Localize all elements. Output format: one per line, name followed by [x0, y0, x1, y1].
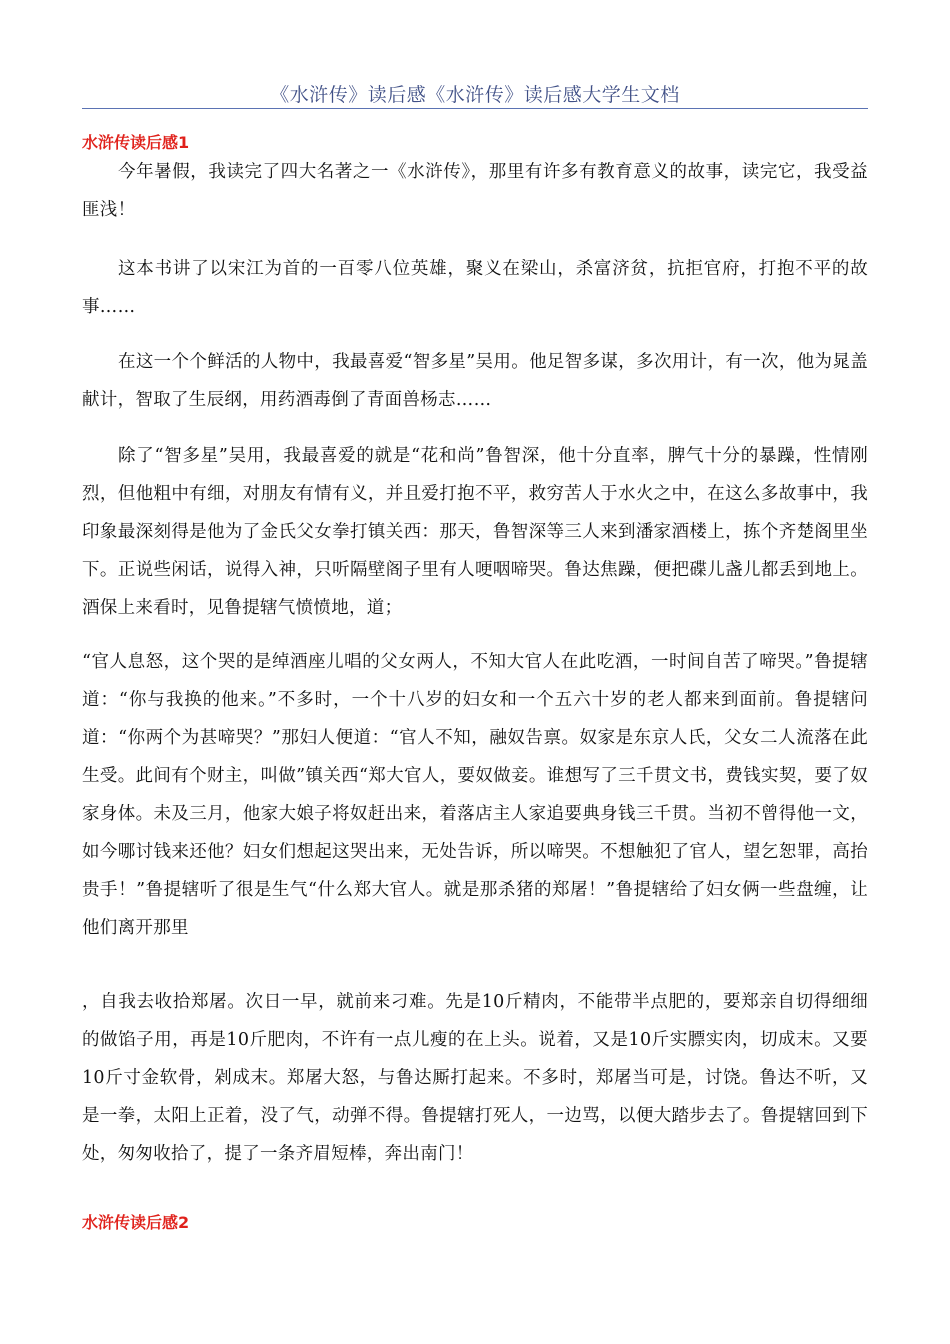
paragraph-4: 除了“智多星”吴用，我最喜爱的就是“花和尚”鲁智深，他十分直率，脾气十分的暴躁，性情刚烈，但他粗中有细，对朋友有情有义，并且爱打抱不平，救穷苦人于水火之中，在这么多故事中，我印象最深刻得是他为了金氏父女拳打镇关西：那天，鲁智深等三人来到潘家酒楼上，拣个齐楚阁里坐下。正说些闲话，说得入神，只听隔壁阁子里有人哽咽啼哭。鲁达焦躁，便把碟儿盏儿都丢到地上。酒保上来看时，见鲁提辖气愤愤地，道；: [82, 446, 868, 618]
paragraph-5: “官人息怒，这个哭的是绰酒座儿唱的父女两人，不知大官人在此吃酒，一时间自苦了啼哭。”鲁提辖道：“你与我换的他来。”不多时，一个十八岁的妇女和一个五六十岁的老人都来到面前。鲁提辖问道：“你两个为甚啼哭？”那妇人便道：“官人不知，融奴告禀。奴家是东京人氏，父女二人流落在此生受。此间有个财主，叫做”镇关西“郑大官人，要奴做妾。谁想写了三千贯文书，费钱实契，要了奴家身体。未及三月，他家大娘子将奴赶出来，着落店主人家追要典身钱三千贯。当初不曾得他一文，如今哪讨钱来还他？妇女们想起这哭出来，无处告诉，所以啼哭。不想触犯了官人，望乞恕罪，高抬贵手！”鲁提辖听了很是生气“什么郑大官人。就是那杀猪的郑屠！”鲁提辖给了妇女俩一些盘缠，让他们离开那里: [82, 652, 868, 938]
header-divider: [82, 108, 868, 109]
paragraph-6: ，自我去收拾郑屠。次日一早，就前来刁难。先是10斤精肉，不能带半点肥的，要郑亲自切得细细的做馅子用，再是10斤肥肉，不许有一点儿瘦的在上头。说着，又是10斤实膘实肉，切成末。又要10斤寸金软骨，剁成末。郑屠大怒，与鲁达厮打起来。不多时，郑屠当可是，讨饶。鲁达不听，又是一拳，太阳上正着，没了气，动弹不得。鲁提辖打死人，一边骂，以便大踏步去了。鲁提辖回到下处，匆匆收拾了，提了一条齐眉短棒，奔出南门！: [82, 992, 868, 1164]
paragraph-1: 今年暑假，我读完了四大名著之一《水浒传》，那里有许多有教育意义的故事，读完它，我受益匪浅！: [82, 162, 868, 220]
section-heading-2: 水浒传读后感2: [82, 1213, 190, 1232]
paragraph-3: 在这一个个鲜活的人物中，我最喜爱“智多星”吴用。他足智多谋，多次用计，有一次，他为晁盖献计，智取了生辰纲，用药酒毒倒了青面兽杨志……: [82, 352, 868, 410]
section-heading-1: 水浒传读后感1: [82, 133, 190, 152]
page-header: 《水浒传》读后感《水浒传》读后感大学生文档: [270, 84, 680, 106]
paragraph-2: 这本书讲了以宋江为首的一百零八位英雄，聚义在梁山，杀富济贫，抗拒官府，打抱不平的故事……: [82, 259, 868, 317]
